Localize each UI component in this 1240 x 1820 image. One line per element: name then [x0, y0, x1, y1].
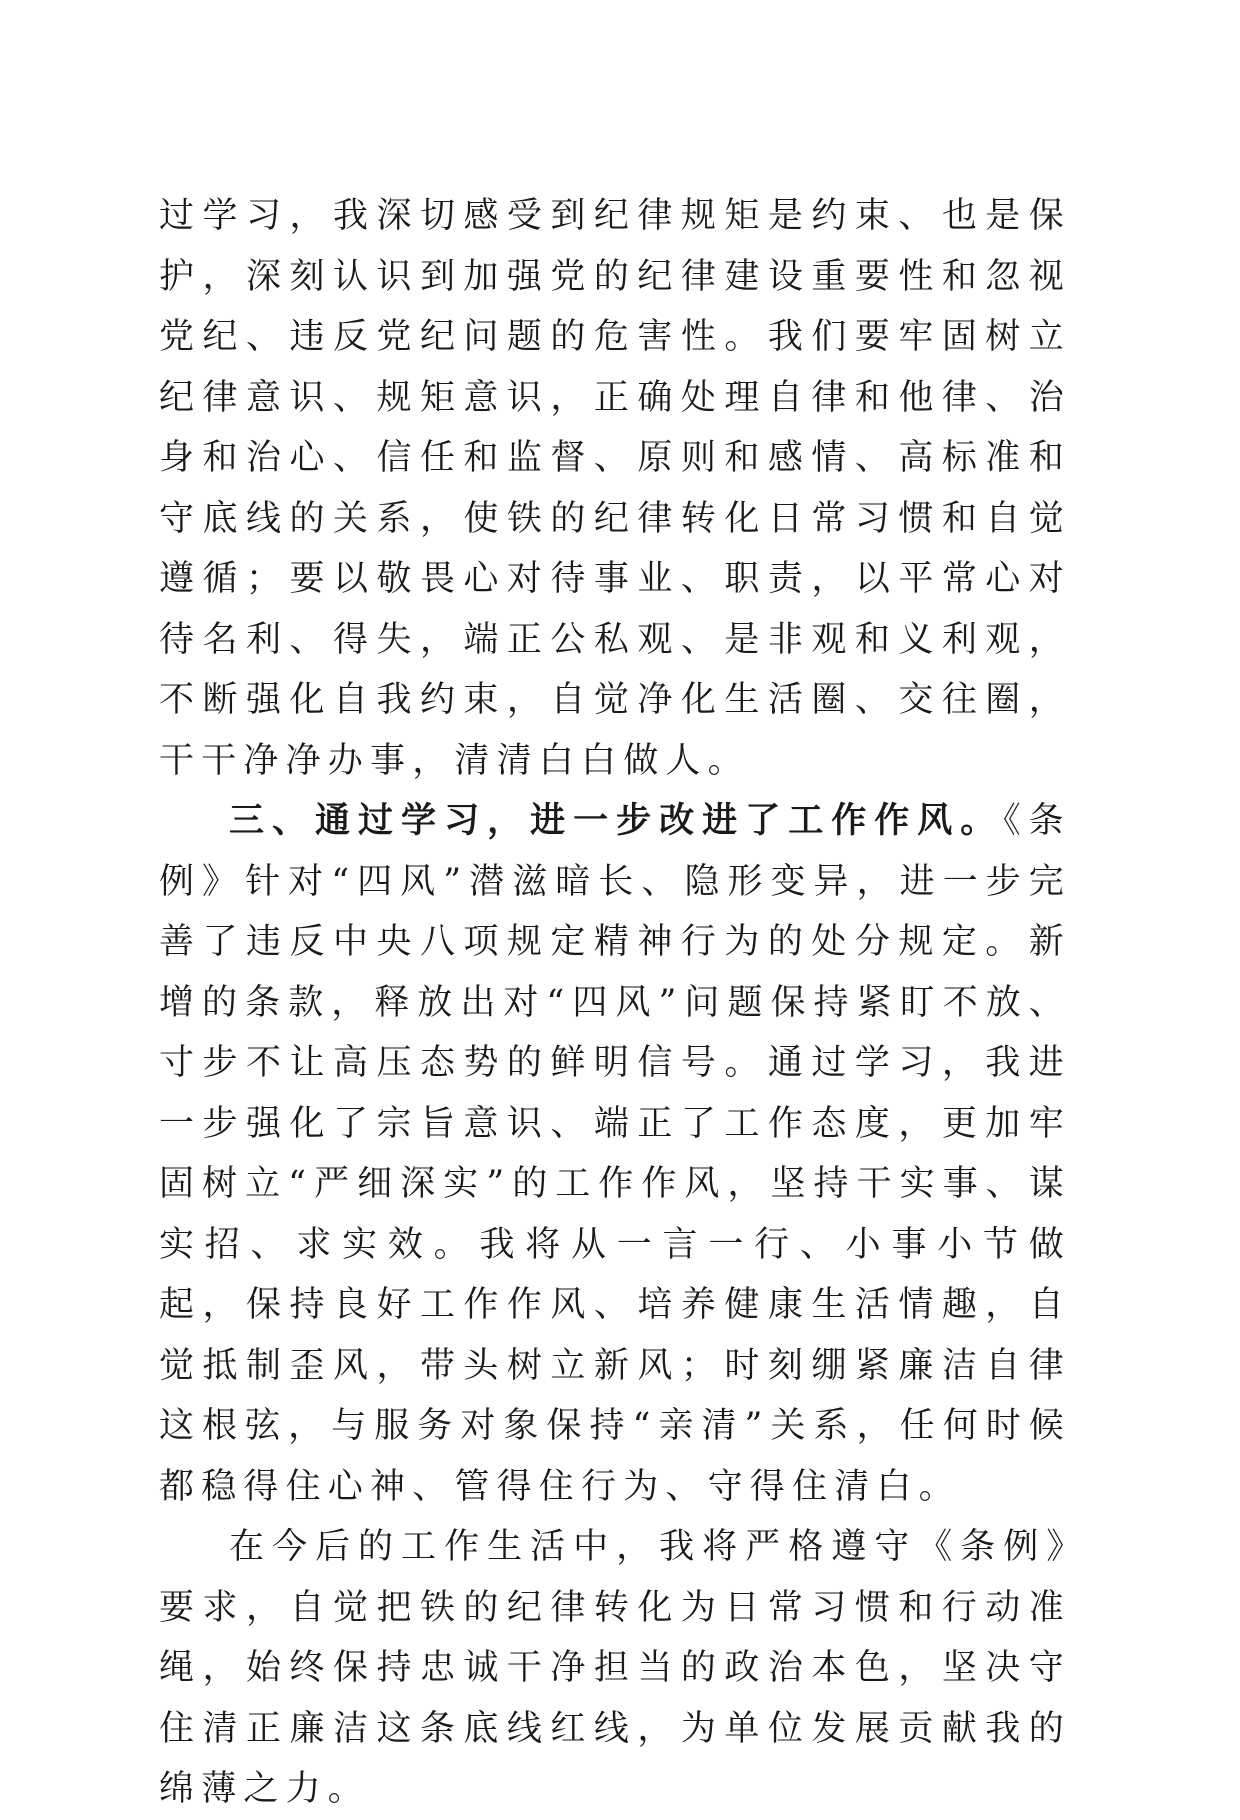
section-heading: 三、通过学习，进一步改进了工作作风。: [229, 801, 1004, 841]
section-body-text: 《条例》针对“四风”潜滋暗长、隐形变异，进一步完善了违反中央八项规定精神行为的处分规定。新增的条款，释放出对“四风”问题保持紧盯不放、寸步不让高压态势的鲜明信号。通过学习，我进一步强化了宗旨意识、端正了工作态度，更加牢固树立“严细深实”的工作作风，坚持干实事、谋实招、求实效。我将从一言一行、小事小节做起，保持良好工作作风、培养健康生活情趣，自觉抵制歪风，带头树立新风；时刻绷紧廉洁自律这根弦，与服务对象保持“亲清”关系，任何时候都稳得住心神、管得住行为、守得住清白。: [159, 801, 1071, 1507]
paragraph-section-three: [159, 791, 1071, 1517]
paragraph-conclusion: 在今后的工作生活中，我将严格遵守《条例》要求，自觉把铁的纪律转化为日常习惯和行动准绳，始终保持忠诚干净担当的政治本色，坚决守住清正廉洁这条底线红线，为单位发展贡献我的绵薄之力。: [159, 1527, 1071, 1809]
paragraph-continuation: 过学习，我深切感受到纪律规矩是约束、也是保护，深刻认识到加强党的纪律建设重要性和忽视党纪、违反党纪问题的危害性。我们要牢固树立纪律意识、规矩意识，正确处理自律和他律、治身和治心、信任和监督、原则和感情、高标准和守底线的关系，使铁的纪律转化日常习惯和自觉遵循；要以敬畏心对待事业、职责，以平常心对待名利、得失，端正公私观、是非观和义利观，不断强化自我约束，自觉净化生活圈、交往圈，干干净净办事，清清白白做人。: [159, 196, 1071, 781]
document-body: [159, 186, 1071, 1820]
